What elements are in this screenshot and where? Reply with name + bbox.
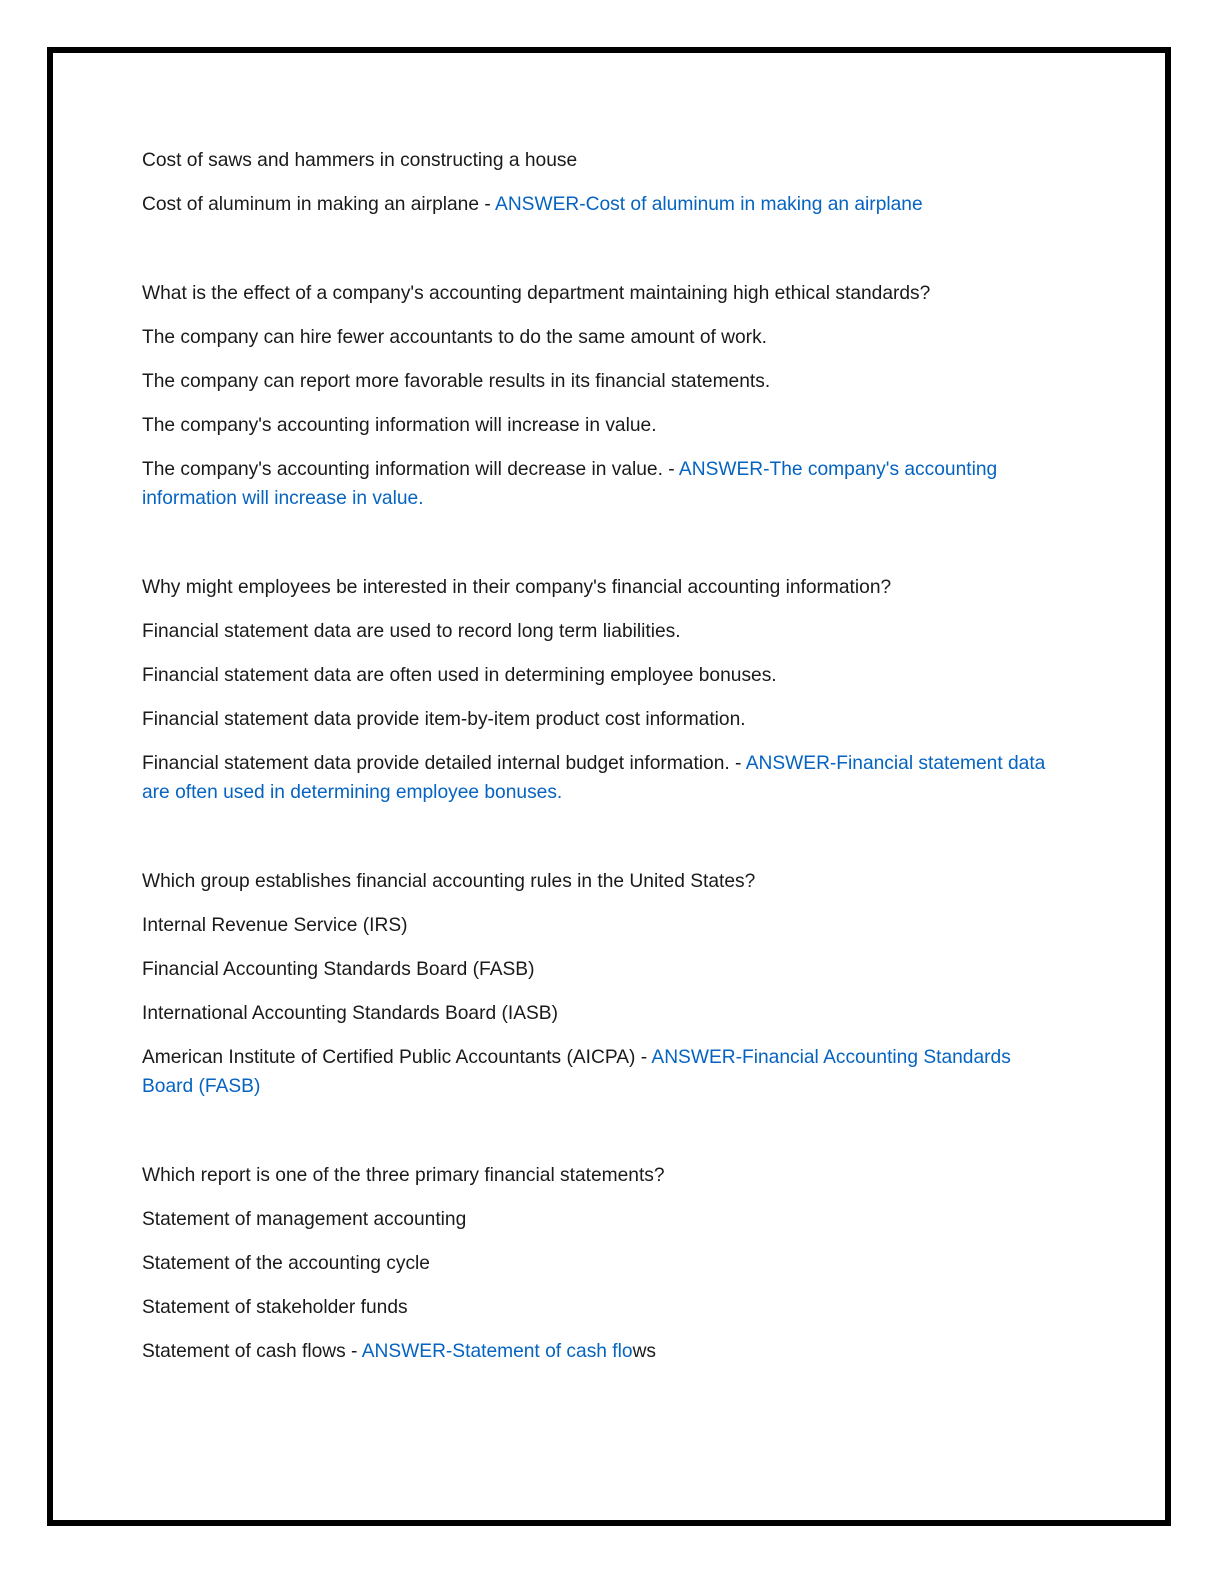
block-spacer: [142, 528, 1062, 573]
option-line: [142, 1337, 1062, 1366]
option-line: [142, 617, 1062, 646]
answer-text: ANSWER-Cost of aluminum in making an airplane: [495, 194, 923, 215]
question-block-1: [142, 146, 1062, 219]
question-block-4: [142, 867, 1062, 1101]
option-text: Statement of stakeholder funds: [142, 1297, 408, 1318]
option-text: Financial statement data are used to record long term liabilities.: [142, 621, 681, 642]
option-text: The company's accounting information will increase in value.: [142, 415, 657, 436]
option-text: Financial statement data provide item-by-item product cost information.: [142, 709, 746, 730]
option-line: [142, 705, 1062, 734]
option-line: [142, 1205, 1062, 1234]
option-text: Internal Revenue Service (IRS): [142, 915, 408, 936]
option-text: Cost of aluminum in making an airplane -: [142, 194, 496, 215]
option-text: The company's accounting information will decrease in value. -: [142, 459, 679, 480]
option-text: Financial Accounting Standards Board (FASB): [142, 959, 535, 980]
option-text: Statement of the accounting cycle: [142, 1253, 430, 1274]
question-block-2: [142, 279, 1062, 513]
question-block-3: [142, 573, 1062, 807]
block-spacer: [142, 822, 1062, 867]
option-line: [142, 1249, 1062, 1278]
option-text: International Accounting Standards Board (IASB): [142, 1003, 558, 1024]
option-line: [142, 999, 1062, 1028]
option-line: [142, 749, 1062, 807]
option-line: [142, 911, 1062, 940]
question-text: Which report is one of the three primary financial statements?: [142, 1165, 665, 1186]
option-line: [142, 190, 1062, 219]
answer-text: ANSWER-Financial Accounting Standards Board (FASB): [142, 1047, 1011, 1097]
answer-text: ANSWER-Statement of cash flo: [361, 1341, 633, 1362]
option-line: [142, 1293, 1062, 1322]
option-line: [142, 323, 1062, 352]
option-line: [142, 1043, 1062, 1101]
option-text: Statement of management accounting: [142, 1209, 467, 1230]
question-text: Why might employees be interested in their company's financial accounting information?: [142, 577, 892, 598]
answer-text: ANSWER-Financial statement data are often used in determining employee bonuses.: [142, 753, 1046, 803]
option-line: [142, 146, 1062, 175]
option-text: Financial statement data are often used in determining employee bonuses.: [142, 665, 777, 686]
option-text: American Institute of Certified Public Accountants (AICPA) -: [142, 1047, 652, 1068]
block-spacer: [142, 1116, 1062, 1161]
option-line: [142, 411, 1062, 440]
option-text: Financial statement data provide detailed internal budget information. -: [142, 753, 746, 774]
block-spacer: [142, 234, 1062, 279]
question-block-5: [142, 1161, 1062, 1366]
option-text: Statement of cash flows -: [142, 1341, 362, 1362]
option-line: [142, 661, 1062, 690]
document-body: [142, 146, 1062, 1381]
option-line: [142, 367, 1062, 396]
question-text: What is the effect of a company's accounting department maintaining high ethical standards?: [142, 283, 931, 304]
question-text: Which group establishes financial accounting rules in the United States?: [142, 871, 756, 892]
option-line: [142, 455, 1062, 513]
answer-tail-text: ws: [632, 1341, 657, 1362]
answer-text: ANSWER-The company's accounting information will increase in value.: [142, 459, 998, 509]
option-text: The company can hire fewer accountants to do the same amount of work.: [142, 327, 767, 348]
option-text: Cost of saws and hammers in constructing a house: [142, 150, 578, 171]
option-line: [142, 955, 1062, 984]
option-text: The company can report more favorable results in its financial statements.: [142, 371, 771, 392]
